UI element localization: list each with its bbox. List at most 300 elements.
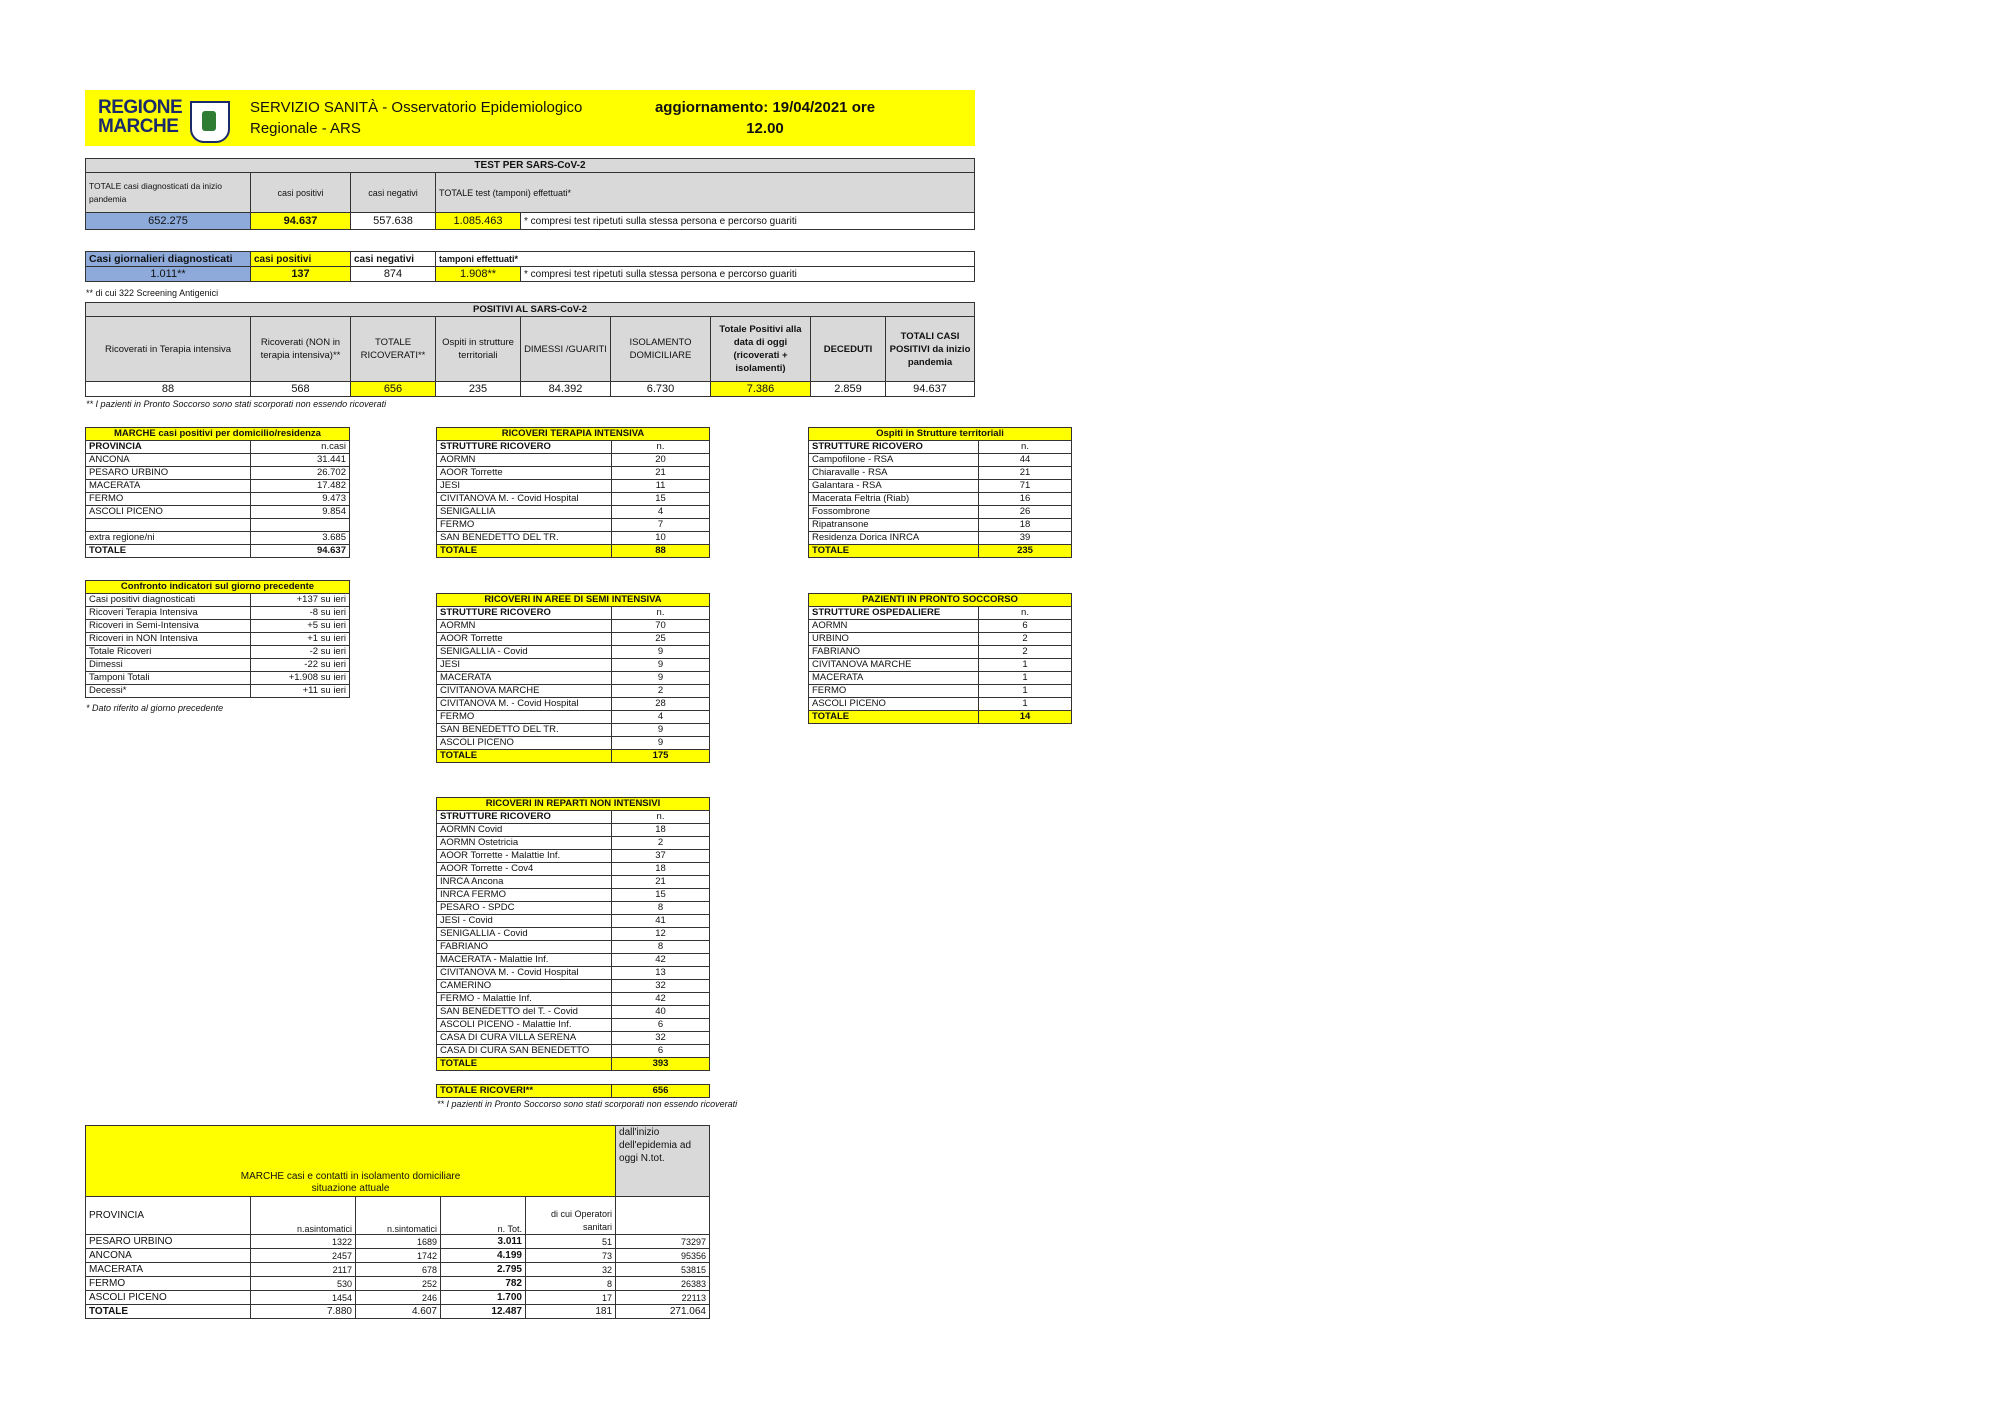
pos-h-totric: TOTALE RICOVERATI** xyxy=(351,317,436,382)
row-value: 7 xyxy=(612,519,710,532)
row-label: ASCOLI PICENO xyxy=(809,698,979,711)
semi-table xyxy=(436,593,710,763)
ospiti-h-name: STRUTTURE RICOVERO xyxy=(809,441,979,454)
isolamento-table xyxy=(85,1125,710,1319)
row-value: 2 xyxy=(612,685,710,698)
ti-total-value: 88 xyxy=(612,545,710,558)
logo-line2: MARCHE xyxy=(98,116,179,137)
row-value: 6 xyxy=(612,1019,710,1032)
row-value: 32 xyxy=(612,980,710,993)
table-row xyxy=(809,506,1072,519)
row-label: CAMERINO xyxy=(437,980,612,993)
row-label: Totale Ricoveri xyxy=(86,646,251,659)
ospiti-table xyxy=(808,427,1072,558)
iso-total-all: 271.064 xyxy=(616,1305,710,1319)
province-h-val: n.casi xyxy=(251,441,350,454)
iso-cell-asint: 1322 xyxy=(251,1235,356,1249)
iso-cell-sint: 1689 xyxy=(356,1235,441,1249)
table-row xyxy=(437,467,710,480)
table-row xyxy=(809,620,1072,633)
table-row xyxy=(437,1006,710,1019)
row-label: ANCONA xyxy=(86,454,251,467)
row-value: 9 xyxy=(612,646,710,659)
test-v-total: 652.275 xyxy=(86,213,251,230)
ps-total-label: TOTALE xyxy=(809,711,979,724)
ps-h-name: STRUTTURE OSPEDALIERE xyxy=(809,607,979,620)
table-row xyxy=(86,594,350,607)
row-label: AORMN Covid xyxy=(437,824,612,837)
row-label: PESARO URBINO xyxy=(86,467,251,480)
pos-h-isolamento: ISOLAMENTO DOMICILIARE xyxy=(611,317,711,382)
row-value: +1 su ieri xyxy=(251,633,350,646)
row-label: AORMN xyxy=(437,454,612,467)
table-row xyxy=(437,915,710,928)
daily-footnote: ** di cui 322 Screening Antigenici xyxy=(86,288,219,298)
ti-h-val: n. xyxy=(612,441,710,454)
row-label: CIVITANOVA MARCHE xyxy=(437,685,612,698)
table-row xyxy=(809,685,1072,698)
table-row xyxy=(437,954,710,967)
iso-cell-all: 26383 xyxy=(616,1277,710,1291)
confronto-footnote: * Dato riferito al giorno precedente xyxy=(86,703,224,713)
row-value: 1 xyxy=(979,672,1072,685)
iso-h-blank xyxy=(616,1197,710,1235)
province-total-label: TOTALE xyxy=(86,545,251,558)
table-row xyxy=(86,493,350,506)
table-row xyxy=(437,646,710,659)
region-shield-icon xyxy=(190,101,230,143)
table-row xyxy=(437,724,710,737)
daily-h-total: Casi giornalieri diagnosticati xyxy=(86,252,251,267)
table-row xyxy=(437,863,710,876)
ospiti-total-value: 235 xyxy=(979,545,1072,558)
table-row xyxy=(86,646,350,659)
table-row xyxy=(809,672,1072,685)
pos-v-totpos: 7.386 xyxy=(711,382,811,397)
row-value: 8 xyxy=(612,902,710,915)
table-row xyxy=(809,493,1072,506)
update-timestamp xyxy=(640,97,890,139)
row-value: 17.482 xyxy=(251,480,350,493)
row-label: FABRIANO xyxy=(437,941,612,954)
row-label: MACERATA xyxy=(809,672,979,685)
row-label: Campofilone - RSA xyxy=(809,454,979,467)
iso-cell-name: ASCOLI PICENO xyxy=(86,1291,251,1305)
daily-v-total: 1.011** xyxy=(86,267,251,282)
table-row xyxy=(86,480,350,493)
table-row xyxy=(437,902,710,915)
row-value: 1 xyxy=(979,698,1072,711)
totale-ricoveri-label: TOTALE RICOVERI** xyxy=(437,1085,612,1098)
pos-v-ospiti: 235 xyxy=(436,382,521,397)
iso-cell-asint: 1454 xyxy=(251,1291,356,1305)
row-value: 10 xyxy=(612,532,710,545)
table-row xyxy=(437,928,710,941)
ps-table xyxy=(808,593,1072,724)
iso-cell-tot: 2.795 xyxy=(441,1263,526,1277)
semi-title: RICOVERI IN AREE DI SEMI INTENSIVA xyxy=(437,594,710,607)
pos-h-ospiti: Ospiti in strutture territoriali xyxy=(436,317,521,382)
isolamento-title: MARCHE casi e contatti in isolamento domiciliare xyxy=(86,1126,616,1182)
table-row xyxy=(437,711,710,724)
province-total-value: 94.637 xyxy=(251,545,350,558)
row-value: 20 xyxy=(612,454,710,467)
row-label: Ricoveri in Semi-Intensiva xyxy=(86,620,251,633)
row-value: 39 xyxy=(979,532,1072,545)
row-label: AORMN Ostetricia xyxy=(437,837,612,850)
table-row xyxy=(86,519,350,532)
row-label: MACERATA xyxy=(86,480,251,493)
ps-total-value: 14 xyxy=(979,711,1072,724)
daily-v-neg: 874 xyxy=(351,267,436,282)
test-h-neg: casi negativi xyxy=(351,173,436,213)
pos-v-dimessi: 84.392 xyxy=(521,382,611,397)
pos-v-ti: 88 xyxy=(86,382,251,397)
ps-rows xyxy=(809,620,1072,711)
table-row xyxy=(437,519,710,532)
row-label: PESARO - SPDC xyxy=(437,902,612,915)
ospiti-title: Ospiti in Strutture territoriali xyxy=(809,428,1072,441)
isolamento-subtitle: situazione attuale xyxy=(86,1182,616,1197)
row-value: 4 xyxy=(612,711,710,724)
row-label: SAN BENEDETTO DEL TR. xyxy=(437,532,612,545)
table-row xyxy=(86,1291,710,1305)
row-value: 18 xyxy=(612,824,710,837)
row-label: FERMO xyxy=(809,685,979,698)
table-row xyxy=(437,889,710,902)
row-label: SENIGALLIA xyxy=(437,506,612,519)
iso-cell-tot: 1.700 xyxy=(441,1291,526,1305)
table-row xyxy=(86,659,350,672)
pos-v-isolamento: 6.730 xyxy=(611,382,711,397)
semi-rows xyxy=(437,620,710,750)
daily-note: * compresi test ripetuti sulla stessa persona e percorso guariti xyxy=(521,267,975,282)
row-label: URBINO xyxy=(809,633,979,646)
table-row xyxy=(809,519,1072,532)
row-label: CIVITANOVA M. - Covid Hospital xyxy=(437,698,612,711)
table-row xyxy=(437,633,710,646)
table-row xyxy=(86,467,350,480)
semi-total-label: TOTALE xyxy=(437,750,612,763)
iso-h-prov: PROVINCIA xyxy=(86,1197,251,1235)
row-label: MACERATA - Malattie Inf. xyxy=(437,954,612,967)
header-title-line1: SERVIZIO SANITÀ - Osservatorio Epidemiologico xyxy=(250,99,583,116)
row-label: Ripatransone xyxy=(809,519,979,532)
row-label: ASCOLI PICENO xyxy=(86,506,251,519)
row-value: 9 xyxy=(612,659,710,672)
row-value: 21 xyxy=(612,876,710,889)
iso-cell-oper: 51 xyxy=(526,1235,616,1249)
row-value: 2 xyxy=(612,837,710,850)
table-row xyxy=(437,454,710,467)
row-label: Residenza Dorica INRCA xyxy=(809,532,979,545)
row-label: ASCOLI PICENO - Malattie Inf. xyxy=(437,1019,612,1032)
iso-cell-asint: 2117 xyxy=(251,1263,356,1277)
row-value: 9 xyxy=(612,724,710,737)
row-label: Casi positivi diagnosticati xyxy=(86,594,251,607)
table-row xyxy=(86,1277,710,1291)
table-row xyxy=(437,506,710,519)
pos-h-deceduti: DECEDUTI xyxy=(811,317,886,382)
row-value: +5 su ieri xyxy=(251,620,350,633)
row-value: 9 xyxy=(612,672,710,685)
semi-h-val: n. xyxy=(612,607,710,620)
iso-cell-sint: 246 xyxy=(356,1291,441,1305)
row-label: AOOR Torrette - Cov4 xyxy=(437,863,612,876)
totale-ricoveri-footnote: ** I pazienti in Pronto Soccorso sono stati scorporati non essendo ricoverati xyxy=(437,1099,738,1109)
table-row xyxy=(809,646,1072,659)
test-note: * compresi test ripetuti sulla stessa persona e percorso guariti xyxy=(521,213,975,230)
positivi-footnote: ** I pazienti in Pronto Soccorso sono stati scorporati non essendo ricoverati xyxy=(86,399,387,409)
ospiti-total-label: TOTALE xyxy=(809,545,979,558)
row-label: Ricoveri in NON Intensiva xyxy=(86,633,251,646)
row-value: 18 xyxy=(612,863,710,876)
table-row xyxy=(809,659,1072,672)
pos-h-totcasi: TOTALI CASI POSITIVI da inizio pandemia xyxy=(886,317,975,382)
region-logo-text xyxy=(98,98,182,136)
ps-h-val: n. xyxy=(979,607,1072,620)
ti-h-name: STRUTTURE RICOVERO xyxy=(437,441,612,454)
daily-v-tests: 1.908** xyxy=(436,267,521,282)
isolamento-side-header: dall'inizio dell'epidemia ad oggi N.tot. xyxy=(616,1126,710,1197)
table-row xyxy=(809,467,1072,480)
row-label: SENIGALLIA - Covid xyxy=(437,928,612,941)
semi-h-name: STRUTTURE RICOVERO xyxy=(437,607,612,620)
row-label: SAN BENEDETTO del T. - Covid xyxy=(437,1006,612,1019)
iso-cell-asint: 530 xyxy=(251,1277,356,1291)
ospiti-h-val: n. xyxy=(979,441,1072,454)
table-row xyxy=(86,633,350,646)
table-row xyxy=(437,980,710,993)
iso-cell-oper: 73 xyxy=(526,1249,616,1263)
row-label: Chiaravalle - RSA xyxy=(809,467,979,480)
row-label xyxy=(86,519,251,532)
ps-title: PAZIENTI IN PRONTO SOCCORSO xyxy=(809,594,1072,607)
daily-h-pos: casi positivi xyxy=(251,252,351,267)
row-value: 71 xyxy=(979,480,1072,493)
province-title: MARCHE casi positivi per domicilio/residenza xyxy=(86,428,350,441)
iso-cell-asint: 2457 xyxy=(251,1249,356,1263)
iso-cell-tot: 4.199 xyxy=(441,1249,526,1263)
row-value: 1 xyxy=(979,685,1072,698)
row-value: 42 xyxy=(612,954,710,967)
row-value: 6 xyxy=(612,1045,710,1058)
test-v-neg: 557.638 xyxy=(351,213,436,230)
daily-table xyxy=(85,251,975,282)
table-row xyxy=(86,1235,710,1249)
confronto-title: Confronto indicatori sul giorno precedente xyxy=(86,581,350,594)
pos-v-deceduti: 2.859 xyxy=(811,382,886,397)
row-value: 9 xyxy=(612,737,710,750)
iso-cell-all: 53815 xyxy=(616,1263,710,1277)
iso-cell-oper: 8 xyxy=(526,1277,616,1291)
row-value: +1.908 su ieri xyxy=(251,672,350,685)
table-row xyxy=(437,850,710,863)
iso-h-tot: n. Tot. xyxy=(441,1197,526,1235)
iso-cell-tot: 782 xyxy=(441,1277,526,1291)
table-row xyxy=(86,454,350,467)
confronto-rows xyxy=(86,594,350,698)
row-value: 32 xyxy=(612,1032,710,1045)
iso-total-tot: 12.487 xyxy=(441,1305,526,1319)
row-label: SENIGALLIA - Covid xyxy=(437,646,612,659)
table-row xyxy=(86,1263,710,1277)
update-line1: aggiornamento: 19/04/2021 ore xyxy=(654,99,876,116)
table-row xyxy=(437,941,710,954)
iso-cell-name: PESARO URBINO xyxy=(86,1235,251,1249)
table-row xyxy=(809,633,1072,646)
row-value: 2 xyxy=(979,646,1072,659)
row-value: -2 su ieri xyxy=(251,646,350,659)
row-label: Tamponi Totali xyxy=(86,672,251,685)
row-value: 26.702 xyxy=(251,467,350,480)
iso-total-label: TOTALE xyxy=(86,1305,251,1319)
test-v-pos: 94.637 xyxy=(251,213,351,230)
table-row xyxy=(437,837,710,850)
iso-total-asint: 7.880 xyxy=(251,1305,356,1319)
daily-h-neg: casi negativi xyxy=(351,252,436,267)
iso-total-sint: 4.607 xyxy=(356,1305,441,1319)
isolamento-rows xyxy=(86,1235,710,1305)
iso-cell-sint: 678 xyxy=(356,1263,441,1277)
row-value: 70 xyxy=(612,620,710,633)
row-value: 8 xyxy=(612,941,710,954)
totale-ricoveri-value: 656 xyxy=(612,1085,710,1098)
row-label: extra regione/ni xyxy=(86,532,251,545)
row-value: 21 xyxy=(979,467,1072,480)
row-value: 37 xyxy=(612,850,710,863)
table-row xyxy=(809,454,1072,467)
row-label: CIVITANOVA M. - Covid Hospital xyxy=(437,493,612,506)
table-row xyxy=(437,493,710,506)
iso-cell-all: 95356 xyxy=(616,1249,710,1263)
iso-cell-oper: 17 xyxy=(526,1291,616,1305)
province-h-name: PROVINCIA xyxy=(86,441,251,454)
row-label: FERMO xyxy=(437,711,612,724)
row-label: CIVITANOVA MARCHE xyxy=(809,659,979,672)
row-value: 9.473 xyxy=(251,493,350,506)
ospiti-rows xyxy=(809,454,1072,545)
table-row xyxy=(86,685,350,698)
province-rows xyxy=(86,454,350,545)
pos-h-nonti: Ricoverati (NON in terapia intensiva)** xyxy=(251,317,351,382)
province-table xyxy=(85,427,350,558)
row-label: JESI - Covid xyxy=(437,915,612,928)
iso-cell-sint: 1742 xyxy=(356,1249,441,1263)
row-label: JESI xyxy=(437,480,612,493)
table-row xyxy=(437,876,710,889)
totale-ricoveri-table xyxy=(436,1084,710,1098)
table-row xyxy=(437,672,710,685)
daily-h-tests: tamponi effettuati* xyxy=(436,252,975,267)
row-label: SAN BENEDETTO DEL TR. xyxy=(437,724,612,737)
confronto-table xyxy=(85,580,350,698)
iso-total-oper: 181 xyxy=(526,1305,616,1319)
table-row xyxy=(86,672,350,685)
table-row xyxy=(437,993,710,1006)
iso-cell-name: ANCONA xyxy=(86,1249,251,1263)
pos-v-totcasi: 94.637 xyxy=(886,382,975,397)
pos-h-ti: Ricoverati in Terapia intensiva xyxy=(86,317,251,382)
row-label: INRCA FERMO xyxy=(437,889,612,902)
row-label: AOOR Torrette xyxy=(437,467,612,480)
table-row xyxy=(86,506,350,519)
noni-table xyxy=(436,797,710,1071)
row-label: Galantara - RSA xyxy=(809,480,979,493)
table-row xyxy=(809,532,1072,545)
row-label: JESI xyxy=(437,659,612,672)
pos-v-totric: 656 xyxy=(351,382,436,397)
row-label: AOOR Torrette - Malattie Inf. xyxy=(437,850,612,863)
row-label: FERMO xyxy=(86,493,251,506)
positivi-title: POSITIVI AL SARS-CoV-2 xyxy=(86,303,975,317)
pos-h-totpos: Totale Positivi alla data di oggi (ricoverati + isolamenti) xyxy=(711,317,811,382)
table-row xyxy=(437,1032,710,1045)
table-row xyxy=(437,685,710,698)
table-row xyxy=(437,824,710,837)
row-label: Ricoveri Terapia Intensiva xyxy=(86,607,251,620)
row-value: 31.441 xyxy=(251,454,350,467)
row-value: 16 xyxy=(979,493,1072,506)
daily-v-pos: 137 xyxy=(251,267,351,282)
row-label: MACERATA xyxy=(437,672,612,685)
iso-cell-all: 22113 xyxy=(616,1291,710,1305)
noni-h-val: n. xyxy=(612,811,710,824)
row-value: 12 xyxy=(612,928,710,941)
row-label: ASCOLI PICENO xyxy=(437,737,612,750)
iso-h-sint: n.sintomatici xyxy=(356,1197,441,1235)
row-value: 18 xyxy=(979,519,1072,532)
test-table xyxy=(85,158,975,230)
row-value: 15 xyxy=(612,493,710,506)
row-label: AOOR Torrette xyxy=(437,633,612,646)
ti-rows xyxy=(437,454,710,545)
update-line2: 12.00 xyxy=(746,120,784,137)
table-row xyxy=(437,1019,710,1032)
row-value: +11 su ieri xyxy=(251,685,350,698)
row-value: 44 xyxy=(979,454,1072,467)
row-value: 40 xyxy=(612,1006,710,1019)
row-value: 41 xyxy=(612,915,710,928)
row-label: AORMN xyxy=(809,620,979,633)
table-row xyxy=(437,620,710,633)
row-value: 21 xyxy=(612,467,710,480)
test-h-total: TOTALE casi diagnosticati da inizio pandemia xyxy=(86,173,251,213)
row-value: 11 xyxy=(612,480,710,493)
logo-line1: REGIONE xyxy=(98,97,183,118)
row-label: Decessi* xyxy=(86,685,251,698)
row-label: CASA DI CURA VILLA SERENA xyxy=(437,1032,612,1045)
ti-total-label: TOTALE xyxy=(437,545,612,558)
iso-cell-name: FERMO xyxy=(86,1277,251,1291)
row-value: 6 xyxy=(979,620,1072,633)
row-value: 2 xyxy=(979,633,1072,646)
row-label: CASA DI CURA SAN BENEDETTO xyxy=(437,1045,612,1058)
row-value: 15 xyxy=(612,889,710,902)
iso-cell-all: 73297 xyxy=(616,1235,710,1249)
row-label: FERMO - Malattie Inf. xyxy=(437,993,612,1006)
iso-cell-tot: 3.011 xyxy=(441,1235,526,1249)
noni-title: RICOVERI IN REPARTI NON INTENSIVI xyxy=(437,798,710,811)
table-row xyxy=(86,532,350,545)
test-v-tests: 1.085.463 xyxy=(436,213,521,230)
table-row xyxy=(809,480,1072,493)
table-row xyxy=(437,967,710,980)
row-label: AORMN xyxy=(437,620,612,633)
row-value: 1 xyxy=(979,659,1072,672)
test-h-pos: casi positivi xyxy=(251,173,351,213)
ti-title: RICOVERI TERAPIA INTENSIVA xyxy=(437,428,710,441)
